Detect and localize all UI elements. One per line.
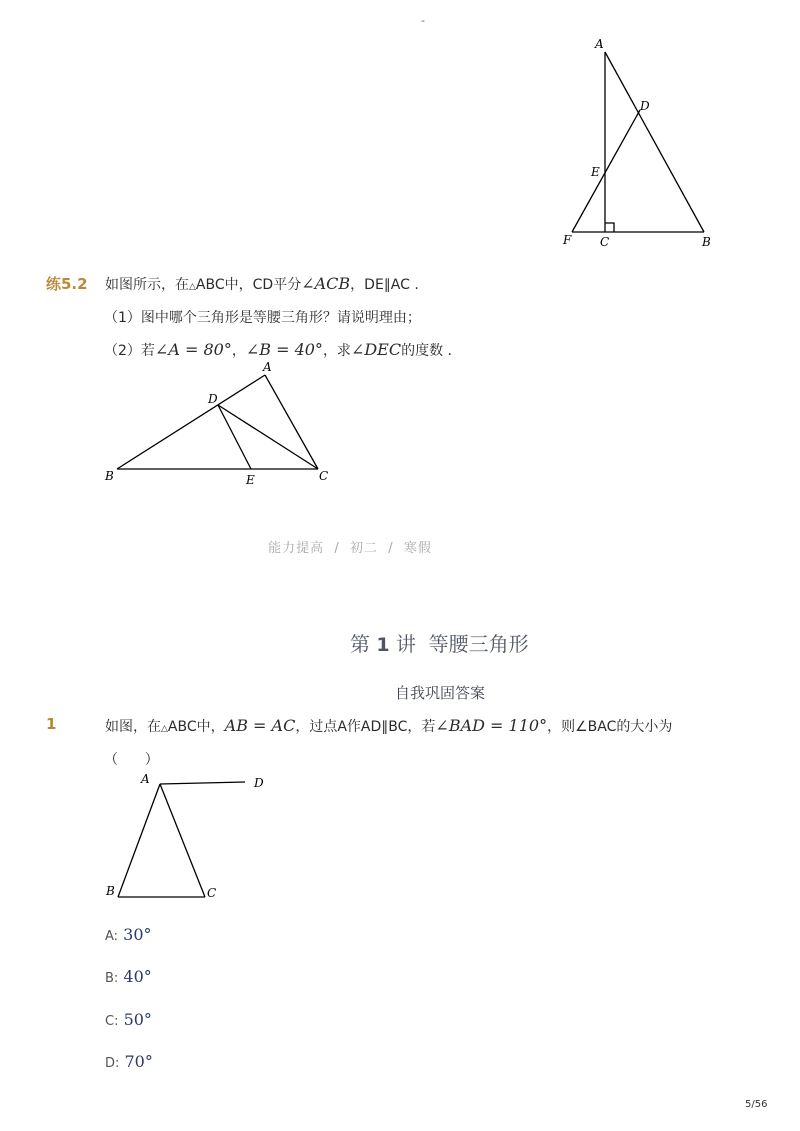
label-c: C bbox=[319, 469, 329, 483]
segment-ac bbox=[160, 784, 205, 897]
segment-ab bbox=[605, 52, 704, 232]
label-b: B bbox=[105, 469, 114, 483]
label-d: D bbox=[254, 776, 264, 790]
label-c: C bbox=[207, 886, 217, 900]
option-b[interactable]: B: 40° bbox=[105, 967, 152, 986]
figure-triangle-abc bbox=[100, 358, 340, 490]
header-dash: - bbox=[421, 14, 425, 27]
label-c: C bbox=[600, 235, 610, 249]
option-a[interactable]: A: 30° bbox=[105, 925, 152, 944]
label-f: F bbox=[563, 233, 572, 247]
right-angle-mark bbox=[605, 223, 614, 232]
segment-ad bbox=[160, 782, 245, 784]
segment-fd bbox=[572, 110, 640, 232]
label-a: A bbox=[595, 37, 604, 51]
page-footer: 能力提高 / 初二 / 寒假 bbox=[268, 541, 432, 556]
question-number: 1 bbox=[46, 715, 57, 733]
option-c[interactable]: C: 50° bbox=[105, 1010, 152, 1029]
label-b: B bbox=[702, 235, 711, 249]
exercise-q2: （2）若∠A = 80°，∠B = 40°，求∠DEC的度数 . bbox=[104, 340, 452, 359]
segment-dc bbox=[218, 405, 318, 469]
segment-de bbox=[218, 405, 251, 469]
exercise-stem: 如图所示，在△ABC中，CD平分∠ACB，DE∥AC . bbox=[105, 274, 419, 293]
exercise-q1: （1）图中哪个三角形是等腰三角形？请说明理由； bbox=[104, 310, 421, 326]
label-b: B bbox=[106, 884, 115, 898]
answer-blank: （ ） bbox=[104, 752, 159, 768]
label-e: E bbox=[591, 165, 600, 179]
section-subtitle: 自我巩固答案 bbox=[394, 684, 485, 702]
question-stem: 如图，在△ABC中，AB = AC，过点A作AD∥BC，若∠BAD = 110°，则∠BAC的大小为 bbox=[105, 716, 673, 735]
page-number: 5/56 bbox=[745, 1099, 768, 1110]
figure-triangle-abd bbox=[100, 768, 275, 903]
segment-ab bbox=[118, 784, 160, 897]
label-a: A bbox=[263, 360, 272, 374]
label-e: E bbox=[246, 473, 255, 487]
chapter-title: 第 1 讲 等腰三角形 bbox=[350, 632, 529, 656]
figure-triangle-fcb bbox=[555, 34, 725, 254]
label-d: D bbox=[208, 392, 218, 406]
option-d[interactable]: D: 70° bbox=[105, 1052, 153, 1071]
label-d: D bbox=[640, 99, 650, 113]
exercise-label: 练5.2 bbox=[46, 275, 88, 293]
label-a: A bbox=[141, 772, 150, 786]
segment-ac bbox=[265, 375, 318, 469]
segment-ba bbox=[117, 375, 265, 469]
